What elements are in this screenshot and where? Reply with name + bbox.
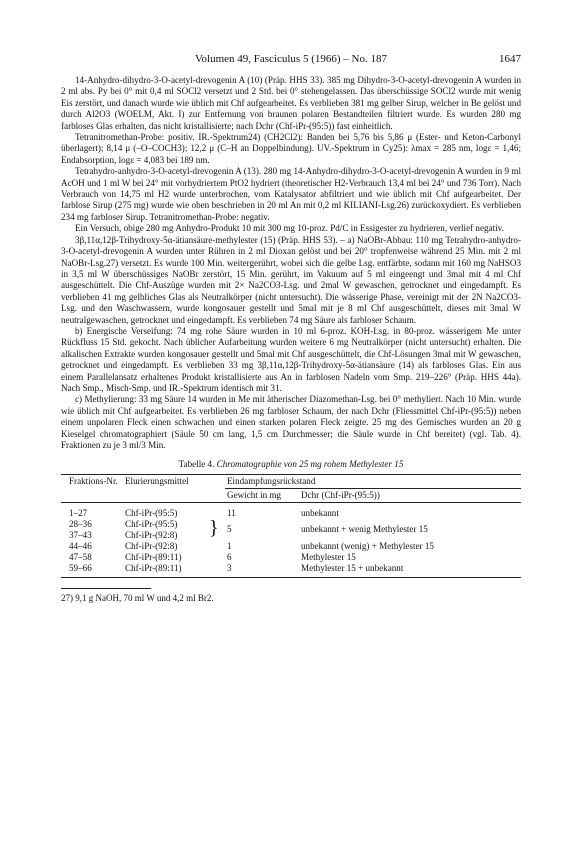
- paragraph-tetrahydro-anhydro: Tetrahydro-anhydro-3-O-acetyl-drevogenin A (13). 280 mg 14-Anhydro-dihydro-3-O-acetyl-drevogenin A wurden in 9 ml AcOH und 1 ml W bei 24° mit vorhydriertem PtO2 hydriert (theoretischer H2-Verbrauch 13,4 ml bei 24° und 736 Torr). Nach Verbrauch von 14,75 ml H2 wurde unterbrochen, vom Katalysator abfiltriert und wie üblich mit Chf aufgearbeitet. Der farblose Sirup (275 mg) wurde wie oben beschrieben in 20 ml An mit 0,2 ml KILIANI-Lsg.26) zurückoxydiert. Es verblieben 234 mg farbloser Sirup. Tetranitromethan-Probe: negativ.: [61, 166, 521, 222]
- journal-volume-title: Volumen 49, Fasciculus 5 (1966) – No. 187: [195, 53, 387, 65]
- header-fraction: Fraktions-Nr.: [69, 475, 118, 486]
- footnote-marker: 27): [61, 592, 73, 603]
- header-weight: Gewicht in mg: [227, 489, 282, 500]
- table-row: 47–58 Chf-iPr-(89:11) 6 Methylester 15: [69, 551, 356, 562]
- page: [61, 52, 521, 604]
- footnote: [61, 593, 521, 604]
- table-row: 1–27 Chf-iPr-(95:5) 11 unbekannt: [69, 507, 339, 518]
- table-caption: [61, 459, 521, 470]
- page-number: 1647: [499, 53, 521, 65]
- footnote-text: 9,1 g NaOH, 70 ml W und 4,2 ml Br2.: [75, 592, 214, 603]
- header-dchr: Dchr (Chf-iPr-(95:5)): [301, 489, 380, 500]
- chromatography-table: [61, 474, 521, 578]
- paragraph-naobr-abbau: 3β,11α,12β-Trihydroxy-5α-ätiansäure-methylester (15) (Präp. HHS 53). – a) NaOBr-Abbau: 110 mg Tetrahydro-anhydro-3-O-acetyl-drevogenin A wurden unter Rühren in 2 ml Dioxan gelöst und bei 20° tropfenweise während 25 Min. mit 2 ml NaOBr-Lsg.27) versetzt. Es wurde 100 Min. weitergerührt, wobei sich die gelbe Lsg. entfärbte, sodann mit 160 mg NaHSO3 in 3,5 ml W überschüssiges NaOBr zerstört, 15 Min. gerührt, im Vakuum auf 5 ml eingeengt und 3mal mit 4 ml Chf ausgeschüttelt. Die Chf-Auszüge wurden mit 2× Na2CO3-Lsg. und 2mal W gewaschen, getrocknet und eingedampft. Es verblieben 41 mg gelbliches Glas als Neutralkörper (nicht untersucht). Die wässerige Phase, vereinigt mit der 2N Na2CO3-Lsg. und den Waschwassern, wurde kongosauer gestellt und 5mal mit je 8 ml Chf ausgeschüttelt, dieses mit 3mal W neutralgewaschen, getrocknet und eingedampft. Es verblieben 74 mg Säure als farbloser Schaum.: [61, 234, 521, 325]
- article-body: [61, 75, 521, 451]
- dchr-merged: unbekannt + wenig Methylester 15: [301, 524, 428, 535]
- table-row: 44–46 Chf-iPr-(92:8) 1 unbekannt (wenig) + Methylester 15: [69, 540, 434, 551]
- running-header: [61, 52, 521, 66]
- paragraph-methylierung: c) Methylierung: 33 mg Säure 14 wurden in Me mit ätherischer Diazomethan-Lsg. bei 0° methyliert. Nach 10 Min. wurde wie üblich mit Chf aufgearbeitet. Es verblieben 26 mg farbloser Schaum, der nach Dchr (Fliessmittel Chf-iPr-(95:5)) neben einem unpolaren Fleck einen schwachen und einen starken polaren Fleck zeigte. 25 mg des Gemisches wurden an 20 g Kieselgel chromatographiert (Säule 50 cm lang, 1,5 cm Durchmesser; die Säule wurde in Chf bereitet) (vgl. Tab. 4). Fraktionen zu je 3 ml/3 Min.: [61, 394, 521, 450]
- paragraph-energische-verseifung: b) Energische Verseifung: 74 mg rohe Säure wurden in 10 ml 6-proz. KOH-Lsg. in 80-proz. wässerigem Me unter Rückfluss 15 Std. gekocht. Nach üblicher Aufarbeitung wurden weitere 6 mg Neutralkörper (nicht untersucht) erhalten. Die alkalischen Extrakte wurden kongosauer gestellt und 5mal mit Chf ausgeschüttelt, die Chf-Lösungen 3mal mit W gewaschen, getrocknet und eingedampft. Es verblieben 33 mg 3β,11α,12β-Trihydroxy-5α-ätiansäure (14) als farbloses Glas. Ein aus einem Parallelansatz erhaltenes Produkt kristallisierte aus An in farblosen Nadeln vom Smp. 219–226° (Präp. HHS 44a). Nach Smp., Misch-Smp. und IR.-Spektrum identisch mit 31.: [61, 325, 521, 393]
- table-caption-title: Chromatographie von 25 mg rohem Methylester 15: [216, 459, 404, 470]
- footnote-divider: [61, 588, 151, 589]
- table-row: 59–66 Chf-iPr-(89:11) 3 Methylester 15 + unbekannt: [61, 563, 521, 578]
- brace-symbol: }: [209, 516, 219, 539]
- paragraph-tetranitromethan-probe: Tetranitromethan-Probe: positiv. IR.-Spektrum24) (CH2Cl2): Banden bei 5,76 bis 5,86 μ (Ester- und Keton-Carbonyl überlagert); 8,14 μ (–O–COCH3); 12,2 μ (C–H an Doppelbindung). UV.-Spektrum in Cy25): λmax = 285 nm, logε = 1,46; Endabsorption, logε = 4,083 bei 189 nm.: [61, 132, 521, 165]
- paragraph-hydrierung-versuch: Ein Versuch, obige 280 mg Anhydro-Produkt 10 mit 300 mg 10-proz. Pd/C in Essigester zu hydrieren, verlief negativ.: [75, 223, 504, 234]
- weight-merged: 5: [227, 524, 232, 535]
- header-residue: Eindampfungsrückstand: [225, 474, 521, 488]
- table-row: 37–43 Chf-iPr-(92:8): [69, 529, 178, 540]
- table-caption-prefix: Tabelle 4.: [178, 459, 215, 470]
- paragraph-anhydro-dihydro: 14-Anhydro-dihydro-3-O-acetyl-drevogenin A (10) (Präp. HHS 33). 385 mg Dihydro-3-O-acetyl-drevogenin A wurden in 2 ml abs. Py bei 0° mit 0,4 ml SOCl2 versetzt und 2 Std. bei 0° stehengelassen. Das überschüssige SOCl2 wurde mit wenig Eis zerstört, und danach wurde wie üblich mit Chf aufgearbeitet. Es verblieben 381 mg gelber Sirup, welcher in Be gelöst und durch Al2O3 (WOELM, Akt. I) zur Entfernung von braunen polaren Bestandteilen filtriert wurde. Es wurden 280 mg farbloses Glas erhalten, das nicht kristallisierte; nach Dchr (Chf-iPr-(95:5)) fast einheitlich.: [61, 75, 521, 131]
- header-eluent: Elurierungsmittel: [125, 475, 189, 486]
- table-row: 28–36 Chf-iPr-(95:5) } 5 unbekannt + wenig Methylester 15: [61, 519, 521, 530]
